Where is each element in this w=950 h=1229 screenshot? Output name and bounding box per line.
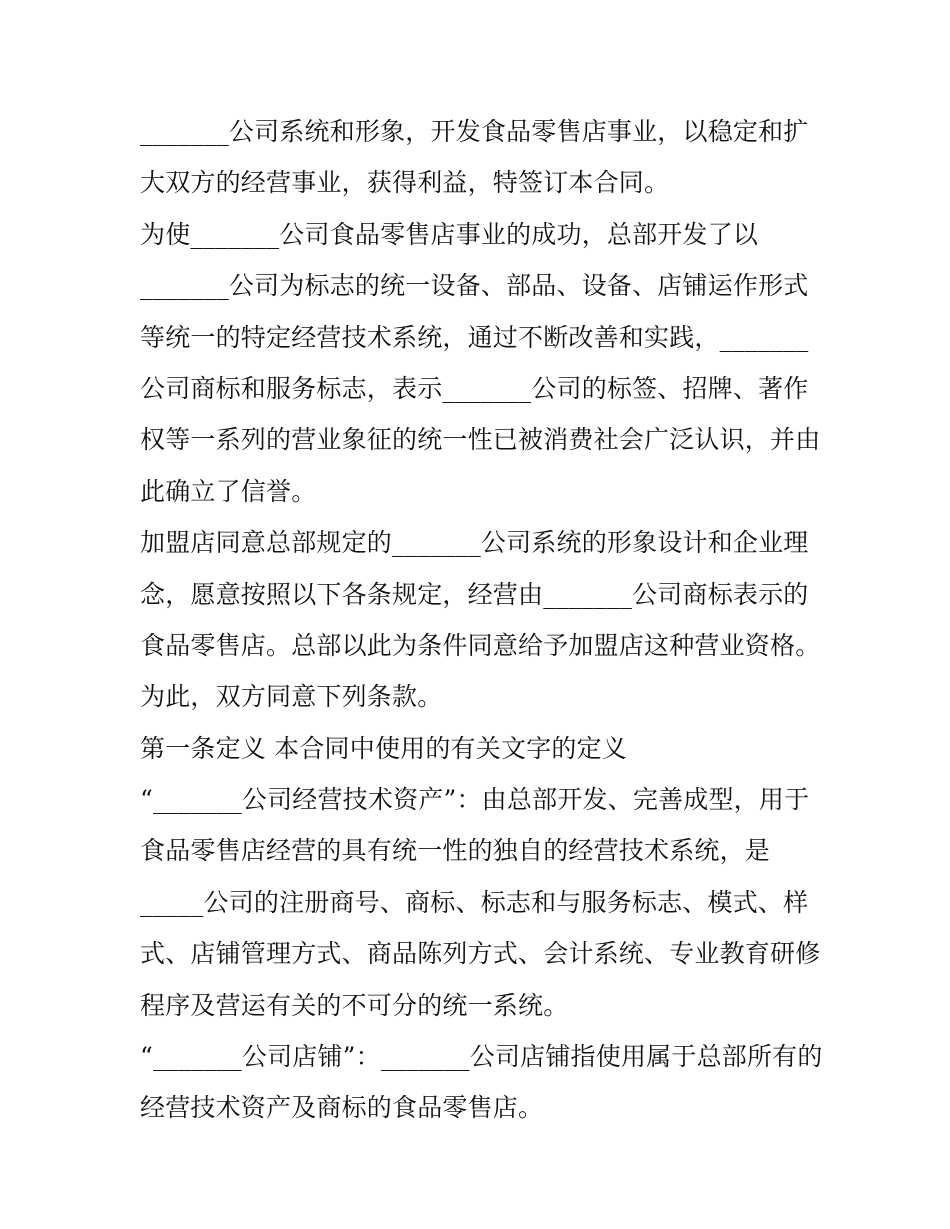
text-line: 大双方的经营事业，获得利益，特签订本合同。 [140, 168, 670, 198]
text-line: 程序及营运有关的不可分的统一系统。 [140, 990, 569, 1020]
text-line: 加盟店同意总部规定的_______公司系统的形象设计和企业理 [140, 528, 809, 558]
text-line: “_______公司店铺”：_______公司店铺指使用属于总部所有的 [140, 1042, 823, 1072]
text-line: 为此，双方同意下列条款。 [140, 682, 443, 712]
text-line: 权等一系列的营业象征的统一性已被消费社会广泛认识，并由 [140, 425, 821, 455]
text-line: “_______公司经营技术资产”：由总部开发、完善成型，用于 [140, 785, 810, 815]
section-heading: 第一条定义 本合同中使用的有关文字的定义 [140, 733, 627, 763]
text-line: 式、店铺管理方式、商品陈列方式、会计系统、专业教育研修 [140, 939, 821, 969]
text-line: _______公司系统和形象，开发食品零售店事业，以稳定和扩 [140, 117, 809, 146]
text-line: 经营技术资产及商标的食品零售店。 [140, 1093, 544, 1123]
text-line: _____公司的注册商号、商标、标志和与服务标志、模式、样 [140, 887, 809, 917]
text-line: _______公司为标志的统一设备、部品、设备、店铺运作形式 [140, 271, 809, 301]
text-line: 食品零售店。总部以此为条件同意给予加盟店这种营业资格。 [140, 630, 821, 660]
text-line: 公司商标和服务标志，表示_______公司的标签、招牌、著作 [140, 373, 809, 403]
text-line: 为使_______公司食品零售店事业的成功，总部开发了以 [140, 219, 759, 249]
text-line: 等统一的特定经营技术系统，通过不断改善和实践，_______ [140, 322, 809, 352]
contract-text [140, 106, 823, 1134]
text-line: 念，愿意按照以下各条规定，经营由_______公司商标表示的 [140, 579, 809, 609]
text-line: 食品零售店经营的具有统一性的独自的经营技术系统，是 [140, 836, 771, 866]
text-line: 此确立了信誉。 [140, 476, 317, 506]
